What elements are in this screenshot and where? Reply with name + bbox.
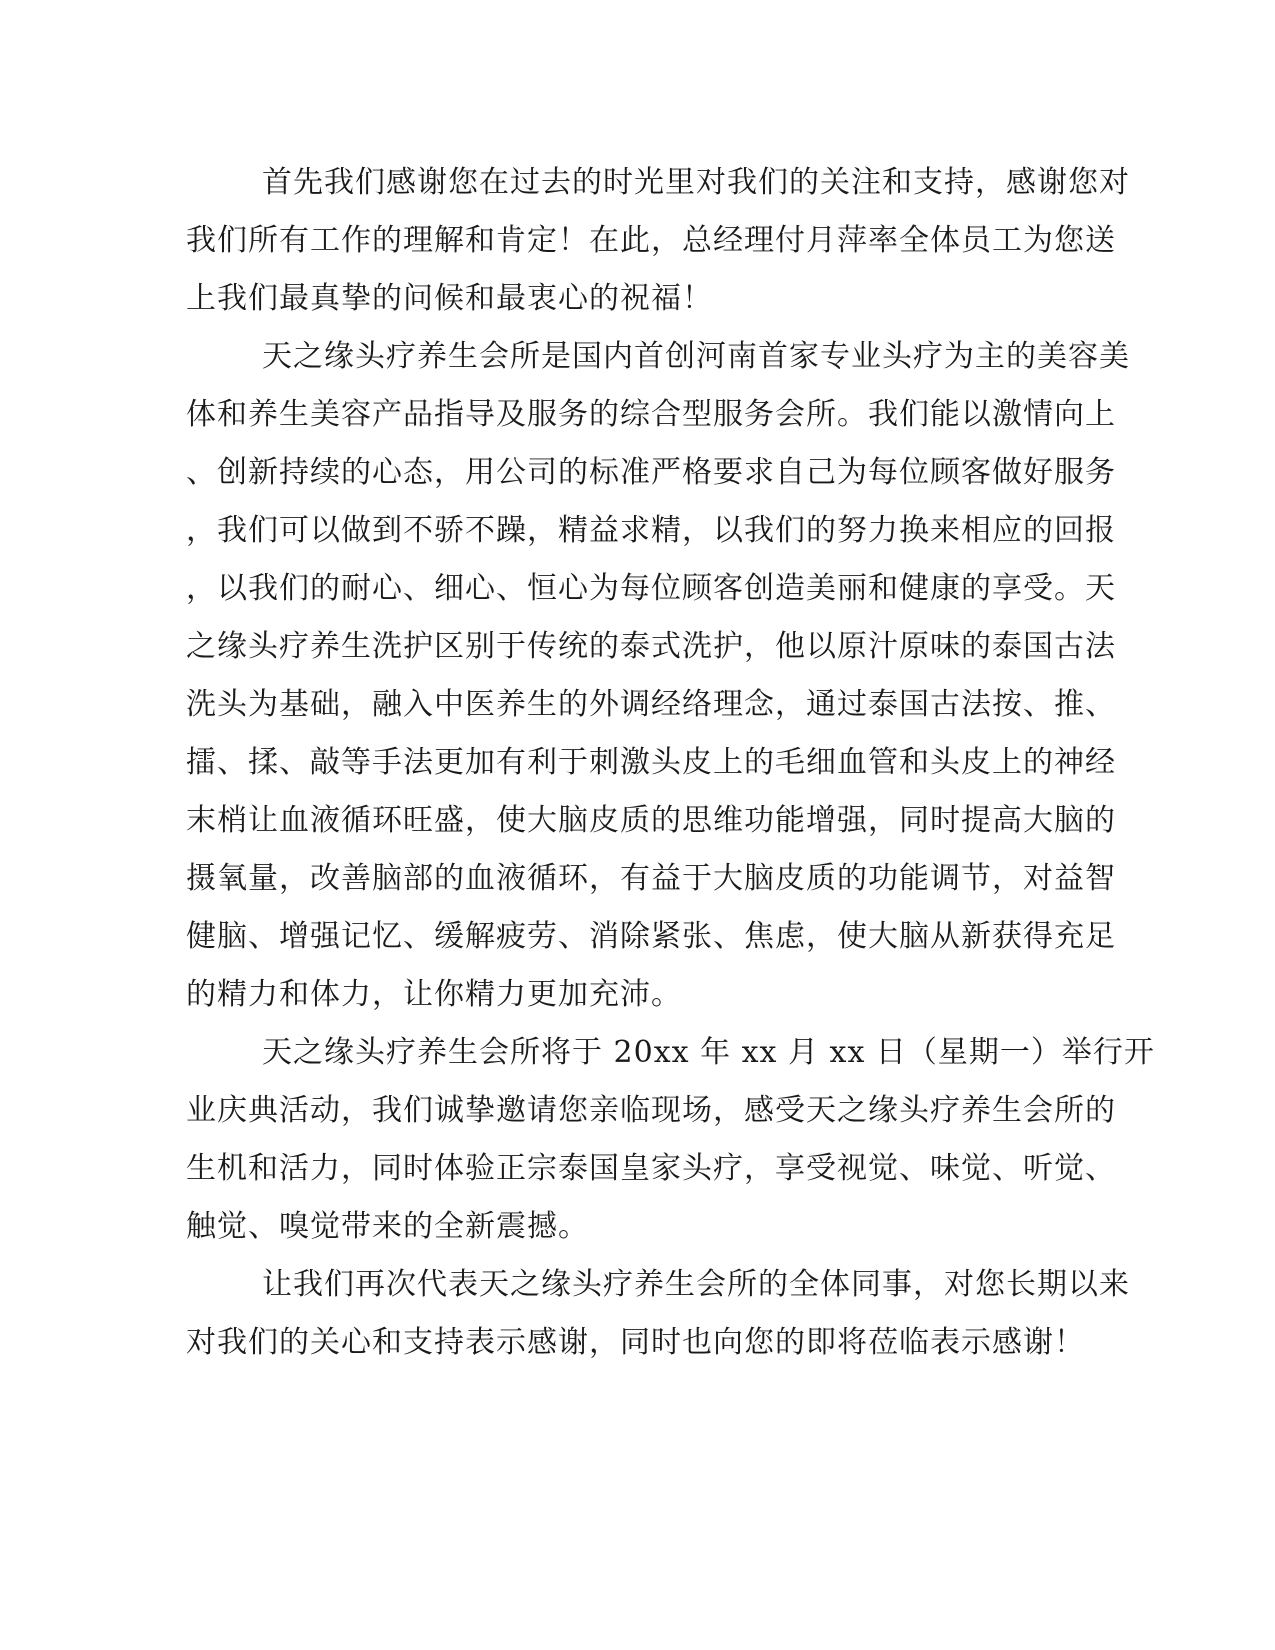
paragraph-1-line-3: 上我们最真挚的问候和最衷心的祝福！: [186, 281, 713, 316]
paragraph-3-line-1: 天之缘头疗养生会所将于 20xx 年 xx 月 xx 日（星期一）举行开: [262, 1035, 1155, 1070]
paragraph-2-line-4: ，我们可以做到不骄不躁，精益求精，以我们的努力换来相应的回报: [186, 513, 1116, 548]
paragraph-2-line-5: ，以我们的耐心、细心、恒心为每位顾客创造美丽和健康的享受。天: [186, 571, 1116, 606]
paragraph-1-line-1: 首先我们感谢您在过去的时光里对我们的关注和支持，感谢您对: [262, 165, 1130, 200]
paragraph-1-line-2: 我们所有工作的理解和肯定！在此，总经理付月萍率全体员工为您送: [186, 223, 1116, 258]
paragraph-2-line-11: 健脑、增强记忆、缓解疲劳、消除紧张、焦虑，使大脑从新获得充足: [186, 919, 1116, 954]
paragraph-3-line-2: 业庆典活动，我们诚挚邀请您亲临现场，感受天之缘头疗养生会所的: [186, 1093, 1116, 1128]
paragraph-3-line-4: 触觉、嗅觉带来的全新震撼。: [186, 1209, 589, 1244]
paragraph-2-line-10: 摄氧量，改善脑部的血液循环，有益于大脑皮质的功能调节，对益智: [186, 861, 1116, 896]
paragraph-2-line-12: 的精力和体力，让你精力更加充沛。: [186, 977, 682, 1012]
paragraph-2-line-6: 之缘头疗养生洗护区别于传统的泰式洗护，他以原汁原味的泰国古法: [186, 629, 1116, 664]
paragraph-4-line-2: 对我们的关心和支持表示感谢，同时也向您的即将莅临表示感谢！: [186, 1325, 1085, 1360]
paragraph-2-line-1: 天之缘头疗养生会所是国内首创河南首家专业头疗为主的美容美: [262, 339, 1130, 374]
paragraph-2-line-2: 体和养生美容产品指导及服务的综合型服务会所。我们能以激情向上: [186, 397, 1116, 432]
paragraph-2-line-9: 末梢让血液循环旺盛，使大脑皮质的思维功能增强，同时提高大脑的: [186, 803, 1116, 838]
paragraph-2-line-7: 洗头为基础，融入中医养生的外调经络理念，通过泰国古法按、推、: [186, 687, 1116, 722]
paragraph-3-line-3: 生机和活力，同时体验正宗泰国皇家头疗，享受视觉、味觉、听觉、: [186, 1151, 1116, 1186]
paragraph-4-line-1: 让我们再次代表天之缘头疗养生会所的全体同事，对您长期以来: [262, 1267, 1130, 1302]
paragraph-2-line-3: 、创新持续的心态，用公司的标准严格要求自己为每位顾客做好服务: [186, 455, 1116, 490]
paragraph-2-line-8: 擂、揉、敲等手法更加有利于刺激头皮上的毛细血管和头皮上的神经: [186, 745, 1116, 780]
